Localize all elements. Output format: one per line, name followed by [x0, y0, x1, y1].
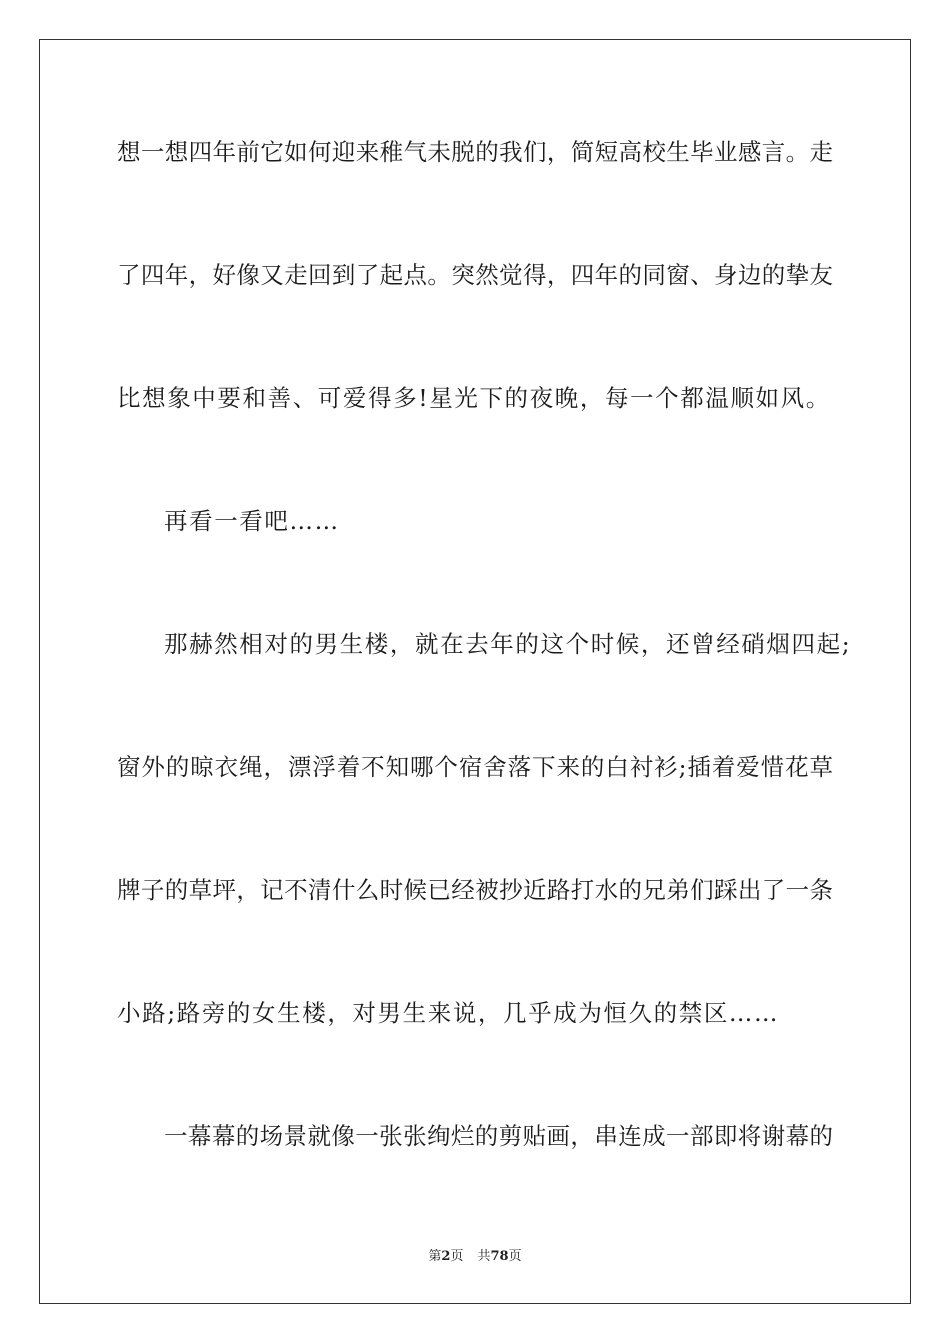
- total-prefix: 共: [477, 1249, 491, 1264]
- total-suffix: 页: [508, 1249, 522, 1264]
- body-text-line-5: 那赫然相对的男生楼，就在去年的这个时候，还曾经硝烟四起;: [164, 630, 852, 658]
- page-prefix: 第: [428, 1249, 442, 1264]
- current-page-number: 2: [441, 1249, 451, 1264]
- body-text-line-7: 牌子的草坪，记不清什么时候已经被抄近路打水的兄弟们踩出了一条: [117, 876, 833, 904]
- body-text-line-6: 窗外的晾衣绳，漂浮着不知哪个宿舍落下来的白衬衫;插着爱惜花草: [117, 753, 833, 781]
- total-page-count: 78: [490, 1249, 509, 1264]
- body-text-line-9: 一幕幕的场景就像一张张绚烂的剪贴画，串连成一部即将谢幕的: [164, 1122, 833, 1150]
- body-text-line-1: 想一想四年前它如何迎来稚气未脱的我们，简短高校生毕业感言。走: [117, 138, 833, 166]
- body-text-line-8: 小路;路旁的女生楼，对男生来说，几乎成为恒久的禁区……: [117, 999, 780, 1027]
- page-footer: [0, 1248, 950, 1266]
- body-text-line-3: 比想象中要和善、可爱得多!星光下的夜晚，每一个都温顺如风。: [117, 384, 831, 412]
- page-suffix: 页: [450, 1249, 464, 1264]
- page-border: [39, 39, 911, 1304]
- body-text-line-2: 了四年，好像又走回到了起点。突然觉得，四年的同窗、身边的挚友: [117, 261, 833, 289]
- body-text-line-4: 再看一看吧……: [164, 507, 340, 535]
